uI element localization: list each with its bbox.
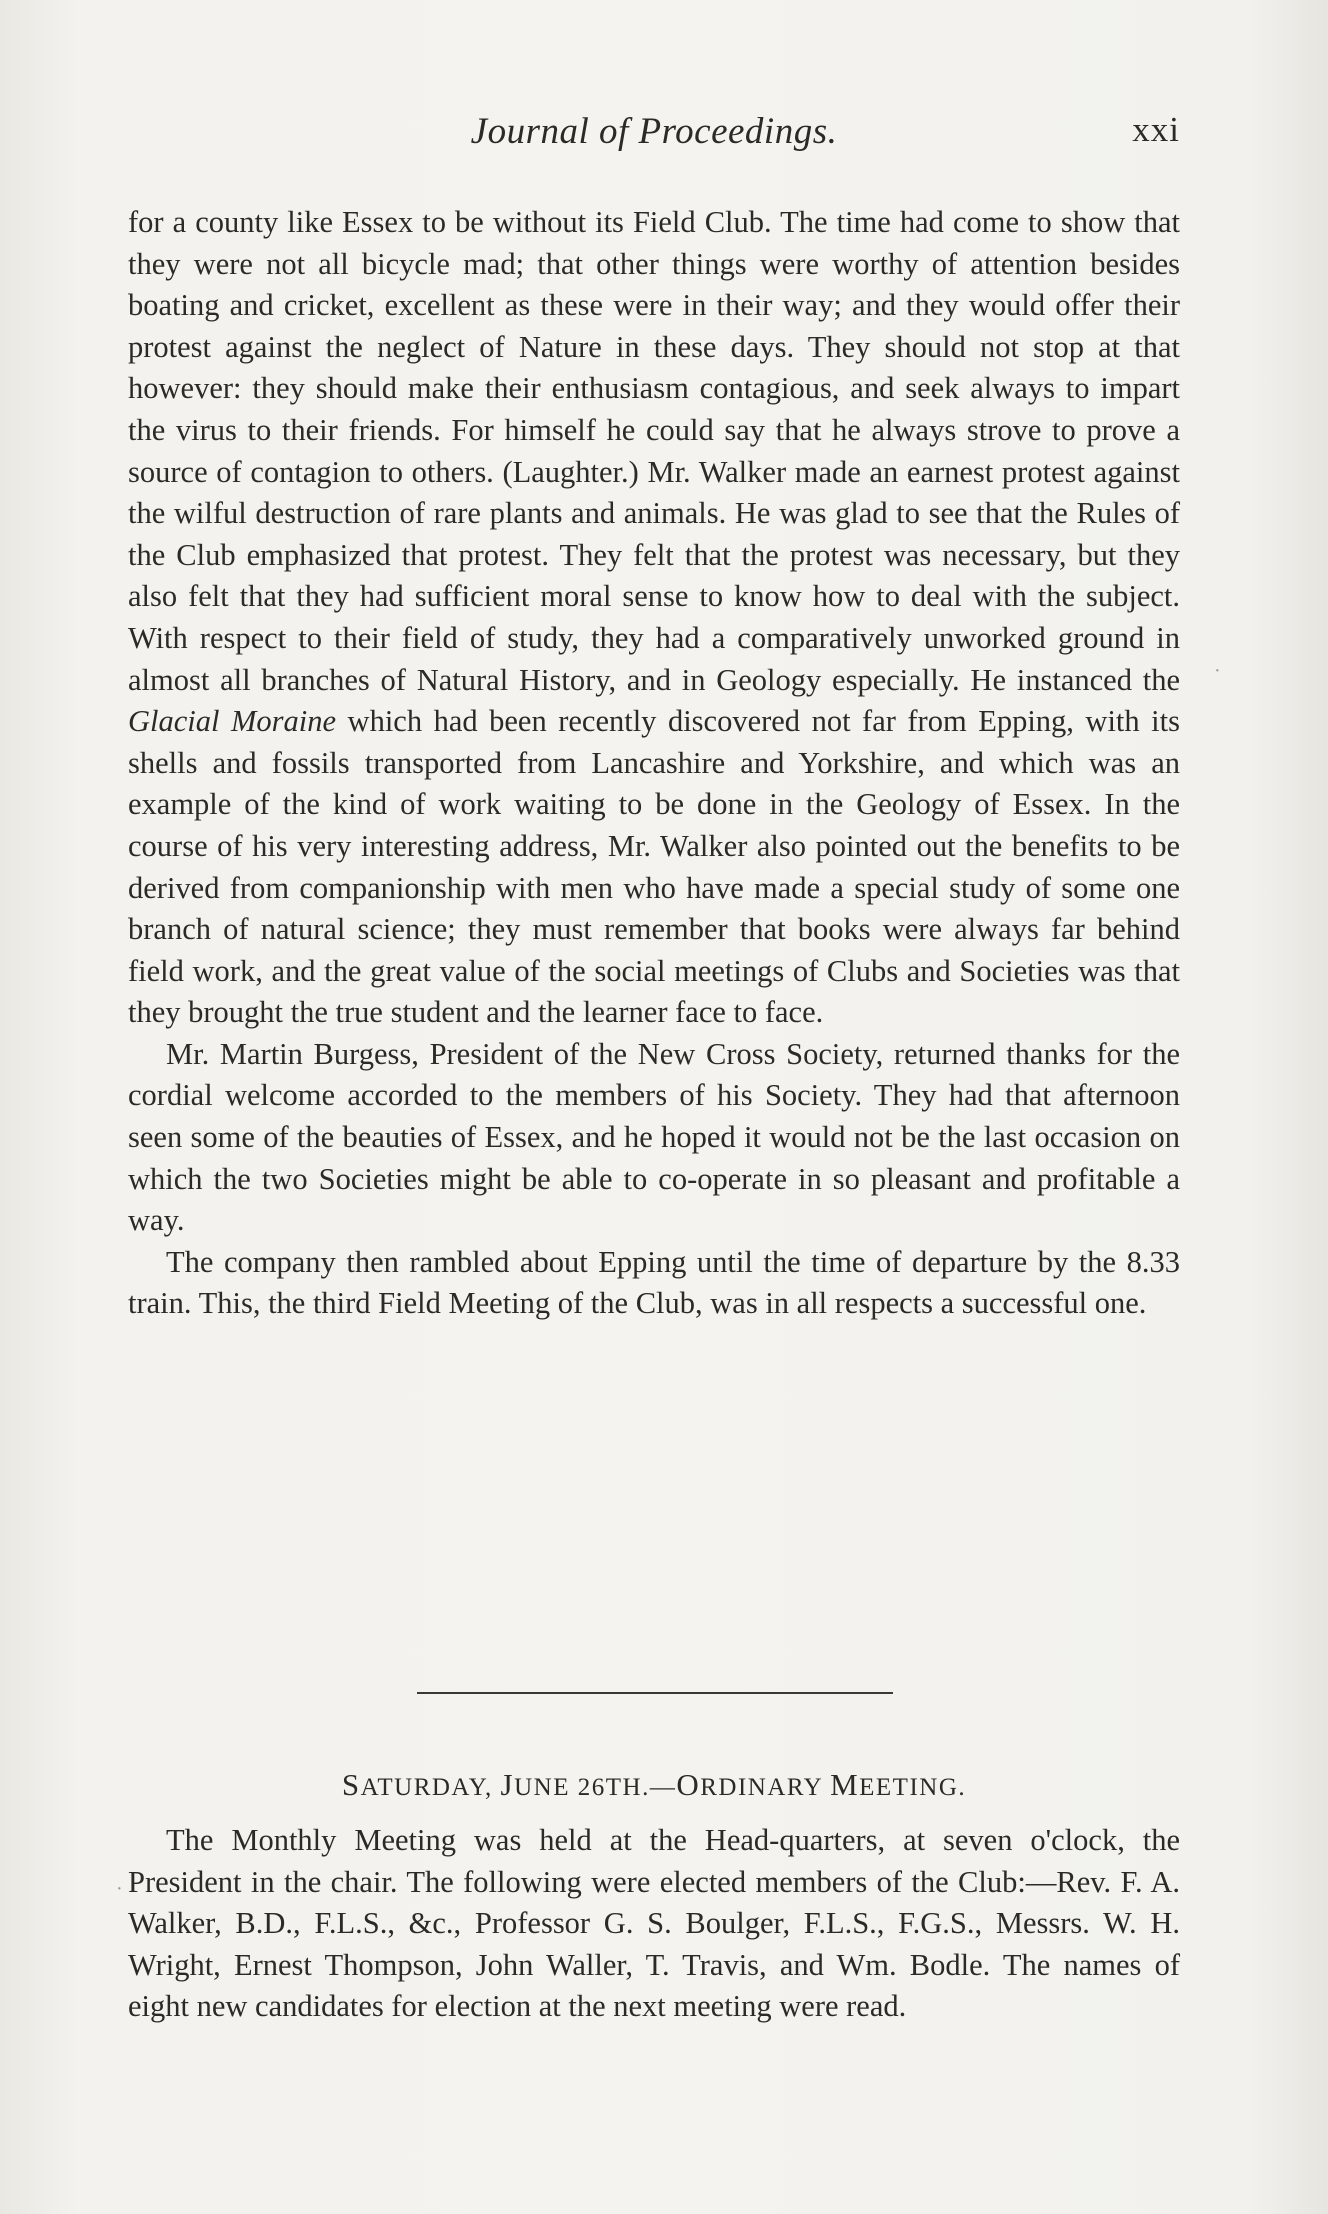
body-text	[128, 202, 1180, 1325]
running-title: Journal of Proceedings.	[470, 111, 838, 152]
section-heading: SATURDAY, JUNE 26TH.—ORDINARY MEETING.	[341, 1767, 967, 1802]
page-speck: ·	[1214, 660, 1221, 682]
page-number: xxi	[1132, 110, 1180, 149]
paragraph-monthly-meeting: The Monthly Meeting was held at the Head-quarters, at seven o'clock, the President in the chair. The following were elected members of the Club:—Rev. F. A. Walker, B.D., F.L.S., &c., Professor G. S. Boulger, F.L.S., F.G.S., Messrs. W. H. Wright, Ernest Thompson, John Waller, T. Travis, and Wm. Bodle. The names of eight new candidates for election at the next meeting were read.	[128, 1823, 1180, 2024]
paragraph-text-part-1: for a county like Essex to be without its Field Club. The time had come to show that they were not all bicycle mad; that other things were worthy of attention besides boating and cricket, excellent as these were in their way; and they would offer their protest against the neglect of Nature in these days. They should not stop at that however: they should make their enthusiasm contagious, and seek always to impart the virus to their friends. For himself he could say that he always strove to prove a source of contagion to others. (Laughter.) Mr. Walker made an earnest protest against the wilful destruction of rare plants and animals. He was glad to see that the Rules of the Club emphasized that protest. They felt that the protest was necessary, but they also felt that they had sufficient moral sense to know how to deal with the subject. With respect to their field of study, they had a comparatively unworked ground in almost all branches of Natural History, and in Geology especially. He instanced the	[128, 205, 1180, 697]
section-body	[128, 1820, 1180, 2028]
paragraph-epping-ramble: The company then rambled about Epping until the time of departure by the 8.33 train. This, the third Field Meeting of the Club, was in all respects a successful one.	[128, 1244, 1180, 1321]
italic-term: Glacial Moraine	[128, 704, 337, 739]
paragraph-walker-address	[128, 202, 1180, 1034]
paragraph-burgess-reply: Mr. Martin Burgess, President of the New Cross Society, returned thanks for the cordial welcome accorded to the members of his Society. They had that afternoon seen some of the beauties of Essex, and he hoped it would not be the last occasion on which the two Societies might be able to co-operate in so pleasant and profitable a way.	[128, 1036, 1180, 1238]
section-divider-rule	[417, 1692, 893, 1694]
page-header	[128, 110, 1180, 160]
page-speck: ·	[116, 1878, 123, 1900]
paragraph-text-part-2: which had been recently discovered not far from Epping, with its shells and fossils transported from Lancashire and Yorkshire, and which was an example of the kind of work waiting to be done in the Geology of Essex. In the course of his very interesting address, Mr. Walker also pointed out the benefits to be derived from companionship with men who have made a special study of some one branch of natural science; they must remember that books were always far behind field work, and the great value of the social meetings of Clubs and Societies was that they brought the true student and the learner face to face.	[128, 704, 1180, 1030]
